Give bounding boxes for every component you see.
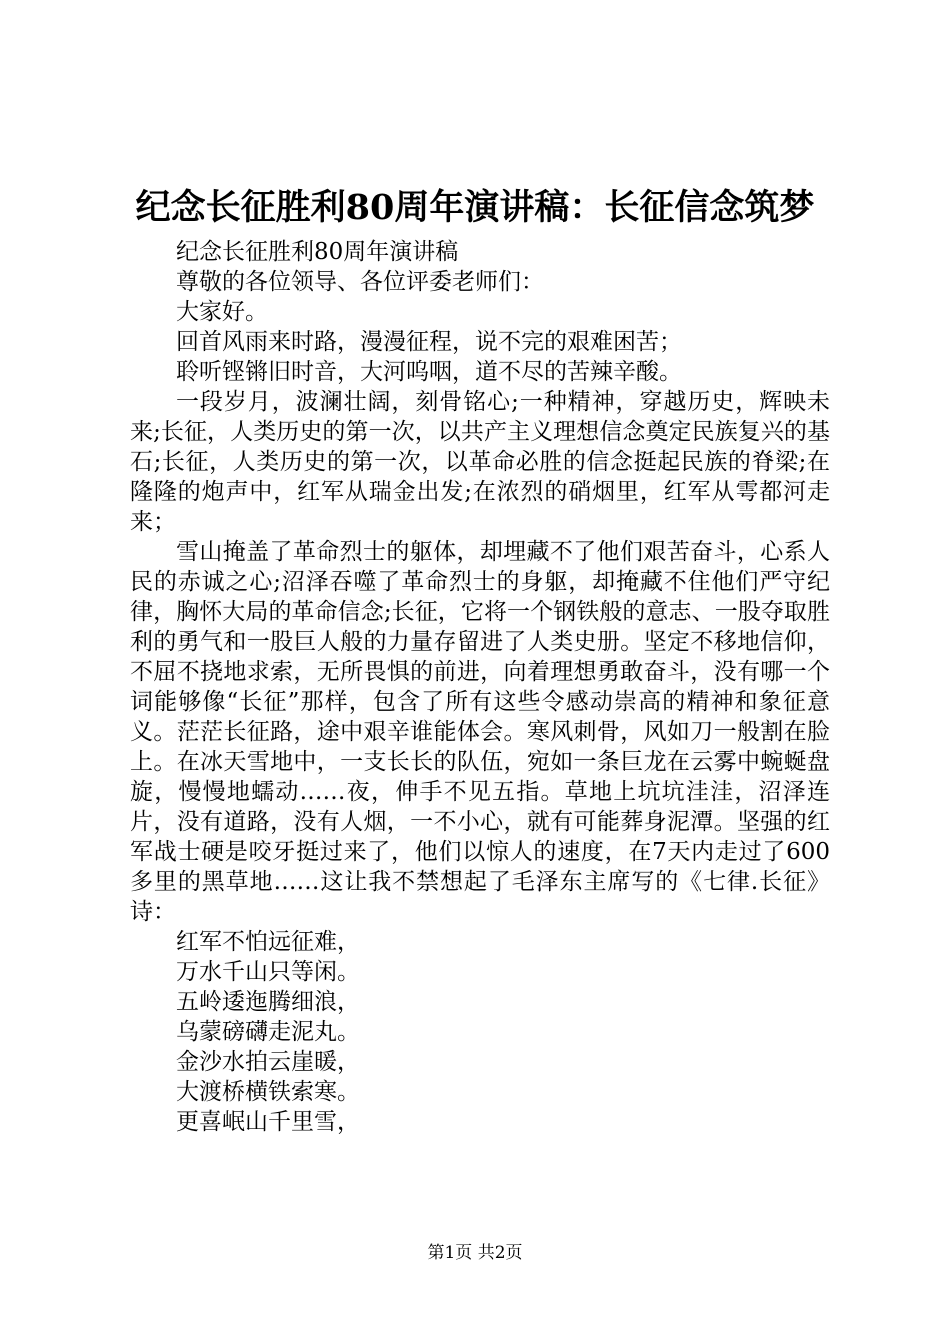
poem-line-5: 金沙水拍云崖暖，: [176, 1049, 360, 1075]
poem-line-1: 红军不怕远征难，: [176, 929, 360, 955]
page-footer: 第1页 共2页: [427, 1243, 523, 1263]
paragraph-intro-2: 聆听铿锵旧时音，大河呜咽，道不尽的苦辣辛酸。: [176, 359, 682, 385]
paragraph-greeting: 大家好。: [176, 299, 268, 325]
poem-line-3: 五岭逶迤腾细浪，: [176, 989, 360, 1015]
document-body: [130, 237, 830, 1137]
document-title: 纪念长征胜利80周年演讲稿：长征信念筑梦: [135, 187, 815, 228]
poem-line-7: 更喜岷山千里雪，: [176, 1109, 360, 1135]
poem-line-4: 乌蒙磅礴走泥丸。: [176, 1019, 360, 1045]
paragraph-main-1: 一段岁月，波澜壮阔，刻骨铭心;一种精神，穿越历史，辉映未来;长征，人类历史的第一次，以共产主义理想信念奠定民族复兴的基石;长征，人类历史的第一次，以革命必胜的信念挺起民族的脊梁;在隆隆的炮声中，红军从瑞金出发;在浓烈的硝烟里，红军从雩都河走来；: [130, 389, 830, 535]
poem-line-6: 大渡桥横铁索寒。: [176, 1079, 360, 1105]
paragraph-subtitle: 纪念长征胜利80周年演讲稿: [176, 239, 459, 265]
paragraph-main-2: 雪山掩盖了革命烈士的躯体，却埋藏不了他们艰苦奋斗，心系人民的赤诚之心;沼泽吞噬了革命烈士的身躯，却掩藏不住他们严守纪律，胸怀大局的革命信念;长征，它将一个钢铁般的意志、一股夺取胜利的勇气和一股巨人般的力量存留进了人类史册。坚定不移地信仰，不屈不挠地求索，无所畏惧的前进，向着理想勇敢奋斗，没有哪一个词能够像“长征”那样，包含了所有这些令感动崇高的精神和象征意义。茫茫长征路，途中艰辛谁能体会。寒风刺骨，风如刀一般割在脸上。在冰天雪地中，一支长长的队伍，宛如一条巨龙在云雾中蜿蜒盘旋，慢慢地蠕动……夜，伸手不见五指。草地上坑坑洼洼，沼泽连片，没有道路，没有人烟，一不小心，就有可能葬身泥潭。坚强的红军战士硬是咬牙挺过来了，他们以惊人的速度，在7天内走过了600多里的黑草地……这让我不禁想起了毛泽东主席写的《七律.长征》诗：: [130, 539, 830, 925]
paragraph-intro-1: 回首风雨来时路，漫漫征程，说不完的艰难困苦；: [176, 329, 682, 355]
poem-line-2: 万水千山只等闲。: [176, 959, 360, 985]
paragraph-salutation: 尊敬的各位领导、各位评委老师们：: [176, 269, 544, 295]
